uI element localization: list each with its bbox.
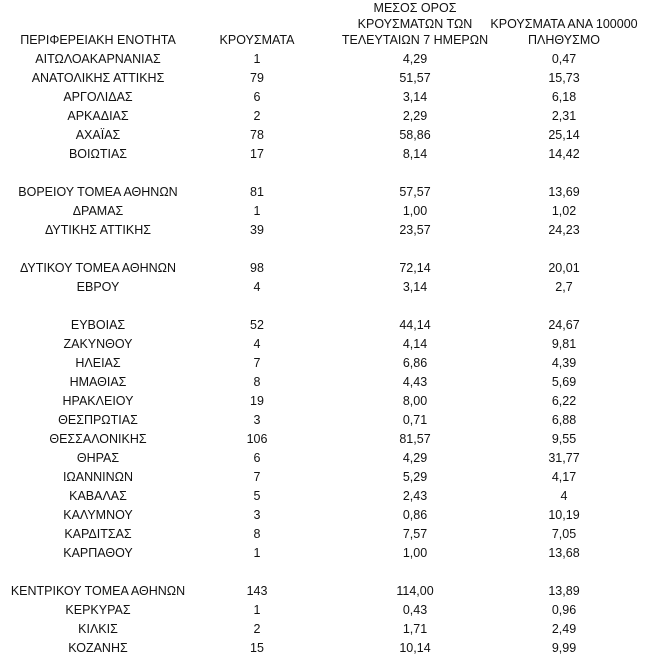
cell-region: ΚΕΝΤΡΙΚΟΥ ΤΟΜΕΑ ΑΘΗΝΩΝ bbox=[10, 584, 186, 598]
cell-avg7: 4,14 bbox=[402, 337, 428, 351]
cell-cases: 2 bbox=[253, 109, 261, 123]
cell-region: ΚΑΛΥΜΝΟΥ bbox=[63, 508, 133, 522]
cell-region: ΑΙΤΩΛΟΑΚΑΡΝΑΝΙΑΣ bbox=[35, 52, 161, 66]
cell-cases: 39 bbox=[250, 223, 264, 237]
table-row bbox=[0, 202, 647, 221]
cell-region: ΚΑΡΠΑΘΟΥ bbox=[63, 546, 133, 560]
cell-avg7: 8,00 bbox=[402, 394, 428, 408]
spacer-row bbox=[0, 240, 647, 259]
table-row bbox=[0, 506, 647, 525]
cell-cases: 1 bbox=[253, 52, 261, 66]
cell-per100k: 0,47 bbox=[551, 52, 577, 66]
cell-per100k: 1,02 bbox=[551, 204, 577, 218]
cell-region: ΗΡΑΚΛΕΙΟΥ bbox=[62, 394, 134, 408]
table-row bbox=[0, 601, 647, 620]
cell-per100k: 15,73 bbox=[548, 71, 580, 85]
cell-per100k: 6,18 bbox=[551, 90, 577, 104]
cell-avg7: 23,57 bbox=[399, 223, 431, 237]
table-row bbox=[0, 392, 647, 411]
cell-avg7: 1,00 bbox=[402, 204, 428, 218]
cell-avg7: 6,86 bbox=[402, 356, 428, 370]
cell-avg7: 4,29 bbox=[402, 52, 428, 66]
cell-avg7: 8,14 bbox=[402, 147, 428, 161]
cell-avg7: 1,71 bbox=[402, 622, 428, 636]
cell-cases: 52 bbox=[250, 318, 264, 332]
cell-cases: 15 bbox=[250, 641, 264, 655]
cell-avg7: 4,43 bbox=[402, 375, 428, 389]
cell-region: ΕΒΡΟΥ bbox=[76, 280, 120, 294]
cell-cases: 4 bbox=[253, 337, 261, 351]
cell-per100k: 13,69 bbox=[548, 185, 580, 199]
spacer-row bbox=[0, 297, 647, 316]
cell-per100k: 9,55 bbox=[551, 432, 577, 446]
cell-avg7: 4,29 bbox=[402, 451, 428, 465]
cell-per100k: 4 bbox=[560, 489, 568, 503]
header-cases: ΚΡΟΥΣΜΑΤΑ bbox=[219, 33, 295, 47]
table-row bbox=[0, 69, 647, 88]
cell-cases: 17 bbox=[250, 147, 264, 161]
cell-region: ΚΕΡΚΥΡΑΣ bbox=[65, 603, 131, 617]
cell-avg7: 7,57 bbox=[402, 527, 428, 541]
cell-avg7: 57,57 bbox=[399, 185, 431, 199]
cell-cases: 2 bbox=[253, 622, 261, 636]
cell-per100k: 2,49 bbox=[551, 622, 577, 636]
cell-region: ΕΥΒΟΙΑΣ bbox=[70, 318, 126, 332]
cell-region: ΘΕΣΣΑΛΟΝΙΚΗΣ bbox=[49, 432, 147, 446]
cell-cases: 8 bbox=[253, 527, 261, 541]
table-row bbox=[0, 183, 647, 202]
cell-region: ΑΝΑΤΟΛΙΚΗΣ ΑΤΤΙΚΗΣ bbox=[31, 71, 165, 85]
header-per100k: ΚΡΟΥΣΜΑΤΑ ΑΝΑ 100000 ΠΛΗΘΥΣΜΟ bbox=[490, 17, 638, 47]
cell-per100k: 6,22 bbox=[551, 394, 577, 408]
table-row bbox=[0, 126, 647, 145]
cell-cases: 3 bbox=[253, 508, 261, 522]
header-region: ΠΕΡΙΦΕΡΕΙΑΚΗ ΕΝΟΤΗΤΑ bbox=[20, 33, 176, 47]
table-row bbox=[0, 639, 647, 658]
cell-avg7: 44,14 bbox=[399, 318, 431, 332]
table-row bbox=[0, 430, 647, 449]
cell-region: ΙΩΑΝΝΙΝΩΝ bbox=[62, 470, 134, 484]
spacer-row bbox=[0, 164, 647, 183]
cell-region: ΚΟΖΑΝΗΣ bbox=[68, 641, 128, 655]
cell-cases: 6 bbox=[253, 90, 261, 104]
cell-cases: 7 bbox=[253, 356, 261, 370]
cell-region: ΚΙΛΚΙΣ bbox=[78, 622, 118, 636]
cell-per100k: 9,81 bbox=[551, 337, 577, 351]
cell-cases: 8 bbox=[253, 375, 261, 389]
cell-region: ΖΑΚΥΝΘΟΥ bbox=[63, 337, 133, 351]
table-row bbox=[0, 88, 647, 107]
table-row bbox=[0, 525, 647, 544]
cell-per100k: 4,39 bbox=[551, 356, 577, 370]
cell-cases: 5 bbox=[253, 489, 261, 503]
cell-cases: 3 bbox=[253, 413, 261, 427]
cell-cases: 81 bbox=[250, 185, 264, 199]
cell-per100k: 25,14 bbox=[548, 128, 580, 142]
cell-region: ΗΛΕΙΑΣ bbox=[75, 356, 121, 370]
cell-avg7: 81,57 bbox=[399, 432, 431, 446]
cell-avg7: 2,29 bbox=[402, 109, 428, 123]
cell-avg7: 58,86 bbox=[399, 128, 431, 142]
cell-per100k: 5,69 bbox=[551, 375, 577, 389]
cell-cases: 4 bbox=[253, 280, 261, 294]
cell-avg7: 72,14 bbox=[399, 261, 431, 275]
cell-region: ΑΧΑΪΑΣ bbox=[75, 128, 121, 142]
cell-cases: 143 bbox=[246, 584, 268, 598]
cell-per100k: 2,7 bbox=[555, 280, 573, 294]
table-row bbox=[0, 354, 647, 373]
cell-region: ΚΑΒΑΛΑΣ bbox=[69, 489, 127, 503]
cell-per100k: 2,31 bbox=[551, 109, 577, 123]
cell-cases: 1 bbox=[253, 204, 261, 218]
cell-region: ΑΡΓΟΛΙΔΑΣ bbox=[63, 90, 133, 104]
cell-per100k: 7,05 bbox=[551, 527, 577, 541]
cell-per100k: 20,01 bbox=[548, 261, 580, 275]
table-body bbox=[0, 50, 647, 658]
cell-per100k: 9,99 bbox=[551, 641, 577, 655]
cell-avg7: 0,43 bbox=[402, 603, 428, 617]
cell-region: ΚΑΡΔΙΤΣΑΣ bbox=[64, 527, 132, 541]
table-row bbox=[0, 544, 647, 563]
cell-cases: 79 bbox=[250, 71, 264, 85]
cell-avg7: 0,86 bbox=[402, 508, 428, 522]
cell-cases: 1 bbox=[253, 546, 261, 560]
cell-avg7: 10,14 bbox=[399, 641, 431, 655]
cell-per100k: 24,67 bbox=[548, 318, 580, 332]
cell-per100k: 13,68 bbox=[548, 546, 580, 560]
cell-avg7: 0,71 bbox=[402, 413, 428, 427]
table-row bbox=[0, 335, 647, 354]
cell-cases: 1 bbox=[253, 603, 261, 617]
cell-region: ΘΗΡΑΣ bbox=[76, 451, 120, 465]
table-row bbox=[0, 145, 647, 164]
cell-region: ΘΕΣΠΡΩΤΙΑΣ bbox=[58, 413, 138, 427]
cell-region: ΔΥΤΙΚΗΣ ΑΤΤΙΚΗΣ bbox=[45, 223, 151, 237]
table-row bbox=[0, 107, 647, 126]
cell-per100k: 13,89 bbox=[548, 584, 580, 598]
cell-region: ΔΡΑΜΑΣ bbox=[72, 204, 124, 218]
cell-per100k: 24,23 bbox=[548, 223, 580, 237]
table-row bbox=[0, 221, 647, 240]
cell-per100k: 14,42 bbox=[548, 147, 580, 161]
cell-cases: 7 bbox=[253, 470, 261, 484]
cell-cases: 19 bbox=[250, 394, 264, 408]
cell-cases: 106 bbox=[246, 432, 268, 446]
cell-avg7: 1,00 bbox=[402, 546, 428, 560]
cell-region: ΑΡΚΑΔΙΑΣ bbox=[67, 109, 129, 123]
table-row bbox=[0, 487, 647, 506]
table-row bbox=[0, 259, 647, 278]
cell-avg7: 3,14 bbox=[402, 280, 428, 294]
cell-per100k: 31,77 bbox=[548, 451, 580, 465]
cell-avg7: 51,57 bbox=[399, 71, 431, 85]
cell-avg7: 3,14 bbox=[402, 90, 428, 104]
table-row bbox=[0, 620, 647, 639]
table-row bbox=[0, 411, 647, 430]
cell-per100k: 10,19 bbox=[548, 508, 580, 522]
table-row bbox=[0, 50, 647, 69]
cell-cases: 98 bbox=[250, 261, 264, 275]
table-row bbox=[0, 582, 647, 601]
cell-cases: 78 bbox=[250, 128, 264, 142]
cell-avg7: 114,00 bbox=[396, 584, 434, 598]
cell-avg7: 5,29 bbox=[402, 470, 428, 484]
cell-region: ΗΜΑΘΙΑΣ bbox=[69, 375, 127, 389]
cell-avg7: 2,43 bbox=[402, 489, 428, 503]
cell-per100k: 4,17 bbox=[551, 470, 577, 484]
table-row bbox=[0, 278, 647, 297]
cell-per100k: 6,88 bbox=[551, 413, 577, 427]
cell-region: ΒΟΡΕΙΟΥ ΤΟΜΕΑ ΑΘΗΝΩΝ bbox=[18, 185, 178, 199]
table-header bbox=[0, 0, 647, 50]
cell-per100k: 0,96 bbox=[551, 603, 577, 617]
cell-region: ΒΟΙΩΤΙΑΣ bbox=[68, 147, 128, 161]
cell-cases: 6 bbox=[253, 451, 261, 465]
header-avg7: ΜΕΣΟΣ ΟΡΟΣ ΚΡΟΥΣΜΑΤΩΝ ΤΩΝ ΤΕΛΕΥΤΑΙΩΝ 7 ΗΜΕΡΩΝ bbox=[341, 1, 489, 47]
cell-region: ΔΥΤΙΚΟΥ ΤΟΜΕΑ ΑΘΗΝΩΝ bbox=[19, 261, 177, 275]
spacer-row bbox=[0, 563, 647, 582]
table-row bbox=[0, 468, 647, 487]
table-row bbox=[0, 373, 647, 392]
table-row bbox=[0, 449, 647, 468]
table-row bbox=[0, 316, 647, 335]
